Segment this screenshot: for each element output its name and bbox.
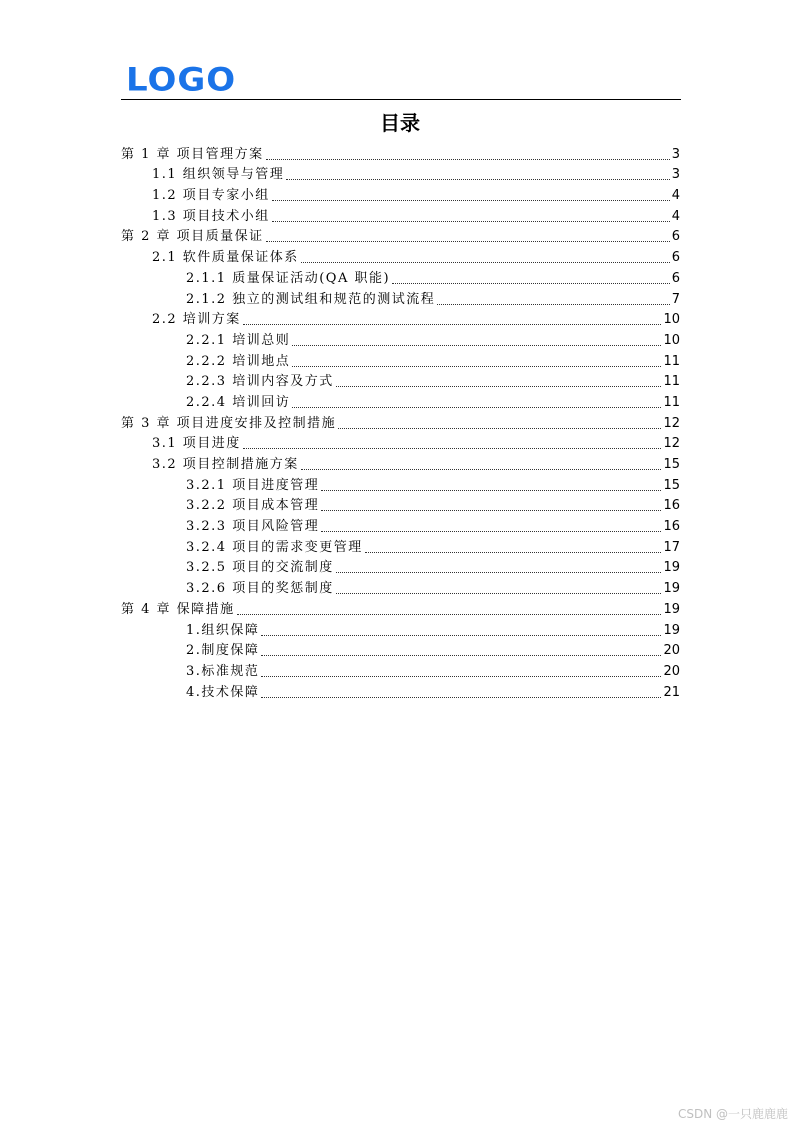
toc-entry-page: 4 (671, 188, 680, 204)
toc-entry[interactable] (121, 577, 681, 598)
table-of-contents (121, 143, 681, 702)
dot-leader (321, 531, 661, 532)
toc-entry[interactable] (121, 453, 681, 474)
toc-entry-label: 2.2.4 培训回访 (186, 394, 291, 410)
toc-entry-page: 20 (663, 663, 680, 679)
toc-entry-label: 2.制度保障 (186, 643, 260, 659)
dot-leader (237, 614, 662, 615)
toc-entry-page: 19 (663, 560, 680, 576)
dot-leader (336, 386, 662, 387)
toc-entry-page: 6 (671, 250, 680, 266)
toc-entry[interactable] (121, 433, 681, 454)
toc-entry-label: 1.组织保障 (186, 622, 260, 638)
toc-entry-label: 3.2.4 项目的需求变更管理 (186, 539, 363, 555)
toc-entry-label: 第 1 章 项目管理方案 (121, 146, 264, 162)
toc-entry-label: 3.1 项目进度 (152, 436, 241, 452)
toc-entry[interactable] (121, 660, 681, 681)
toc-entry-page: 4 (671, 208, 680, 224)
toc-entry[interactable] (121, 350, 681, 371)
dot-leader (261, 655, 661, 656)
toc-entry-page: 17 (663, 539, 680, 555)
dot-leader (338, 428, 661, 429)
toc-entry[interactable] (121, 371, 681, 392)
dot-leader (336, 593, 662, 594)
dot-leader (243, 448, 662, 449)
toc-entry-page: 21 (663, 684, 680, 700)
toc-entry-page: 19 (663, 581, 680, 597)
toc-entry-page: 3 (671, 167, 680, 183)
toc-entry-page: 6 (671, 270, 680, 286)
toc-entry[interactable] (121, 681, 681, 702)
toc-entry-label: 第 3 章 项目进度安排及控制措施 (121, 415, 337, 431)
toc-entry[interactable] (121, 329, 681, 350)
dot-leader (292, 407, 661, 408)
toc-entry-label: 4.技术保障 (186, 684, 260, 700)
toc-entry-page: 20 (663, 643, 680, 659)
toc-entry-label: 2.1 软件质量保证体系 (152, 250, 299, 266)
toc-entry-label: 3.标准规范 (186, 663, 260, 679)
toc-entry-page: 11 (663, 394, 680, 410)
toc-entry[interactable] (121, 164, 681, 185)
toc-entry[interactable] (121, 267, 681, 288)
toc-entry-label: 1.2 项目专家小组 (152, 188, 270, 204)
toc-entry[interactable] (121, 640, 681, 661)
toc-entry[interactable] (121, 143, 681, 164)
toc-entry[interactable] (121, 412, 681, 433)
toc-entry-page: 6 (671, 229, 680, 245)
toc-title: 目录 (380, 111, 420, 135)
dot-leader (437, 304, 670, 305)
toc-entry-label: 3.2.3 项目风险管理 (186, 519, 320, 535)
toc-entry[interactable] (121, 619, 681, 640)
dot-leader (336, 572, 662, 573)
toc-entry-page: 10 (663, 312, 680, 328)
toc-entry-label: 2.1.2 独立的测试组和规范的测试流程 (186, 291, 436, 307)
toc-entry-label: 2.1.1 质量保证活动(QA 职能) (186, 270, 391, 286)
toc-entry[interactable] (121, 536, 681, 557)
toc-entry-label: 2.2.1 培训总则 (186, 332, 291, 348)
watermark: CSDN @一只鹿鹿鹿 (677, 1107, 788, 1121)
toc-entry-label: 3.2.1 项目进度管理 (186, 477, 320, 493)
header-rule (121, 99, 681, 100)
dot-leader (243, 324, 662, 325)
toc-entry-label: 2.2.3 培训内容及方式 (186, 374, 334, 390)
toc-entry-page: 12 (663, 436, 680, 452)
toc-entry-label: 1.1 组织领导与管理 (152, 167, 285, 183)
dot-leader (286, 179, 669, 180)
toc-entry-page: 11 (663, 374, 680, 390)
logo: LOGO (126, 61, 237, 99)
dot-leader (301, 262, 670, 263)
dot-leader (261, 697, 661, 698)
toc-entry-page: 10 (663, 332, 680, 348)
toc-entry-label: 3.2.5 项目的交流制度 (186, 560, 334, 576)
toc-entry[interactable] (121, 391, 681, 412)
dot-leader (261, 635, 661, 636)
toc-entry[interactable] (121, 515, 681, 536)
toc-entry-page: 19 (663, 601, 680, 617)
toc-entry-page: 16 (663, 498, 680, 514)
toc-entry[interactable] (121, 474, 681, 495)
toc-entry-label: 第 2 章 项目质量保证 (121, 229, 264, 245)
dot-leader (261, 676, 661, 677)
toc-entry[interactable] (121, 184, 681, 205)
toc-entry-label: 2.2 培训方案 (152, 312, 241, 328)
dot-leader (292, 345, 661, 346)
toc-entry-page: 12 (663, 415, 680, 431)
toc-entry-label: 2.2.2 培训地点 (186, 353, 291, 369)
dot-leader (321, 510, 661, 511)
dot-leader (272, 221, 670, 222)
toc-entry[interactable] (121, 226, 681, 247)
toc-entry[interactable] (121, 557, 681, 578)
dot-leader (365, 552, 662, 553)
toc-entry-page: 7 (671, 291, 680, 307)
toc-entry-page: 16 (663, 519, 680, 535)
dot-leader (266, 159, 670, 160)
toc-entry-page: 15 (663, 477, 680, 493)
toc-entry-page: 3 (671, 146, 680, 162)
toc-entry[interactable] (121, 205, 681, 226)
dot-leader (272, 200, 670, 201)
dot-leader (292, 366, 661, 367)
toc-entry-label: 1.3 项目技术小组 (152, 208, 270, 224)
toc-entry[interactable] (121, 598, 681, 619)
toc-entry[interactable] (121, 495, 681, 516)
toc-entry-label: 3.2.2 项目成本管理 (186, 498, 320, 514)
dot-leader (301, 469, 662, 470)
toc-entry[interactable] (121, 288, 681, 309)
toc-entry-label: 3.2.6 项目的奖惩制度 (186, 581, 334, 597)
toc-entry-page: 19 (663, 622, 680, 638)
toc-entry-label: 第 4 章 保障措施 (121, 601, 235, 617)
toc-entry-page: 11 (663, 353, 680, 369)
toc-entry-label: 3.2 项目控制措施方案 (152, 457, 299, 472)
dot-leader (321, 490, 661, 491)
dot-leader (392, 283, 670, 284)
dot-leader (266, 241, 670, 242)
toc-entry[interactable] (121, 246, 681, 267)
toc-entry-page: 15 (663, 457, 680, 472)
toc-entry[interactable] (121, 309, 681, 330)
